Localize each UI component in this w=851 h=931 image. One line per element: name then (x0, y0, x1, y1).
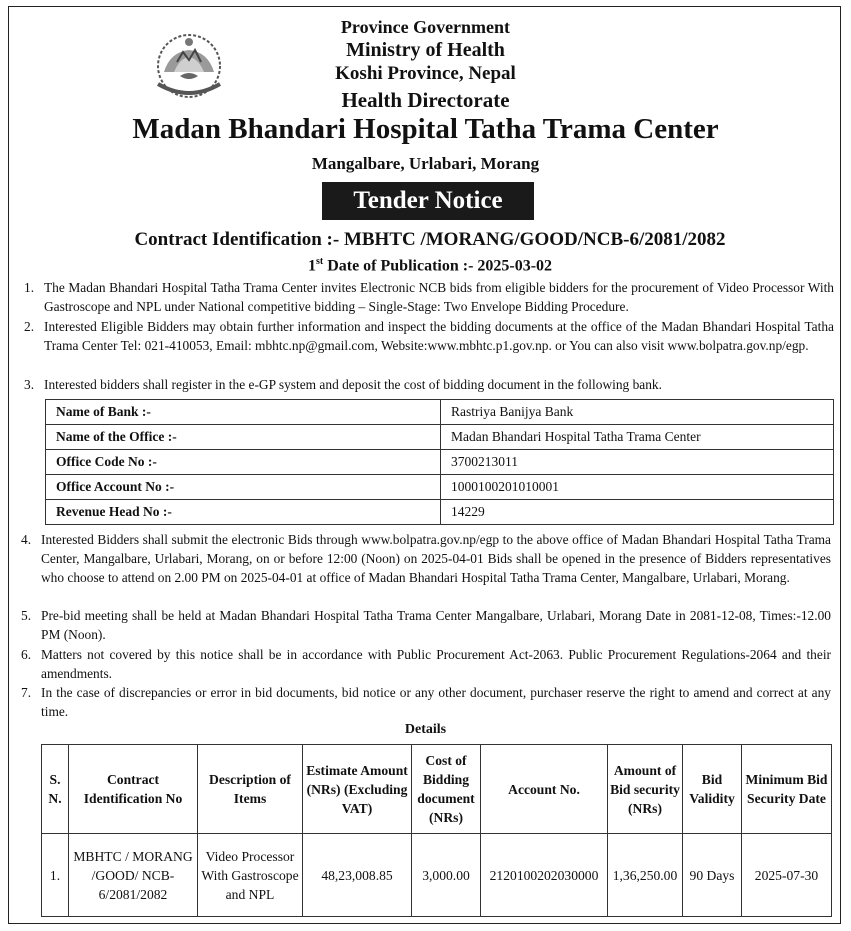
paragraph-text: Interested Eligible Bidders may obtain further information and inspect the bidding documents at the office of the Madan Bhandari Hospital Tatha Trama Center Tel: 021-410053, Email: mbhtc.np@gmail.com, Website:www.mbhtc.p1.gov.np. or You can also visit www.bolpatra.gov.np/egp. (44, 319, 834, 354)
paragraph-text: Interested bidders shall register in the e-GP system and deposit the cost of bidding document in the following bank. (44, 377, 662, 392)
bank-label: Name of the Office :- (46, 425, 441, 450)
cell-bid-validity: 90 Days (683, 834, 742, 917)
header-bid-validity: Bid Validity (683, 745, 742, 834)
table-row (46, 425, 834, 450)
paragraph-3 (24, 375, 834, 394)
cell-sn: 1. (42, 834, 69, 917)
paragraph-text: The Madan Bhandari Hospital Tatha Trama Center invites Electronic NCB bids from eligible bidders for the procurement of Video Processor With Gastroscope and NPL under National competitive bidding – Single-Stage: Two Envelope Bidding Procedure. (44, 280, 834, 315)
header-description: Description of Items (198, 745, 303, 834)
table-row (46, 500, 834, 525)
table-row (46, 450, 834, 475)
cell-estimate-amount: 48,23,008.85 (303, 834, 412, 917)
bank-value: 14229 (441, 500, 834, 525)
pub-sup: st (315, 256, 324, 267)
header-security-date: Minimum Bid Security Date (742, 745, 832, 834)
header-directorate: Health Directorate (341, 88, 510, 112)
bank-value: 3700213011 (441, 450, 834, 475)
bank-value: 1000100201010001 (441, 475, 834, 500)
header-sn: S. N. (42, 745, 69, 834)
table-header-row (42, 745, 832, 834)
paragraph-5 (21, 606, 831, 644)
bank-label: Office Code No :- (46, 450, 441, 475)
hospital-name: Madan Bhandari Hospital Tatha Trama Center (132, 113, 719, 145)
header-bid-security: Amount of Bid security (NRs) (608, 745, 683, 834)
cell-account-no: 2120100202030000 (481, 834, 608, 917)
details-table (41, 744, 832, 917)
header-contract-id: Contract Identification No (69, 745, 198, 834)
pub-prefix: 1 (307, 257, 316, 275)
paragraph-6 (21, 645, 831, 683)
paragraph-7 (21, 683, 831, 721)
paragraph-number: 1. (24, 280, 35, 295)
header-estimate-amount: Estimate Amount (NRs) (Excluding VAT) (303, 745, 412, 834)
header-province: Koshi Province, Nepal (335, 63, 516, 84)
tender-notice-title: Tender Notice (322, 182, 534, 220)
bank-label: Office Account No :- (46, 475, 441, 500)
paragraph-4 (21, 530, 831, 588)
table-row (46, 400, 834, 425)
cell-security-date: 2025-07-30 (742, 834, 832, 917)
header-ministry: Ministry of Health (346, 39, 505, 61)
paragraph-2 (24, 317, 834, 355)
paragraph-1 (24, 278, 834, 316)
details-title: Details (404, 722, 447, 737)
bank-label: Revenue Head No :- (46, 500, 441, 525)
contract-identification: Contract Identification :- MBHTC /MORANG/GOOD/NCB-6/2081/2082 (134, 229, 726, 250)
bank-value: Madan Bhandari Hospital Tatha Trama Center (441, 425, 834, 450)
paragraph-number: 2. (24, 319, 35, 334)
bank-value: Rastriya Banijya Bank (441, 400, 834, 425)
header-account-no: Account No. (481, 745, 608, 834)
cell-bidding-cost: 3,000.00 (412, 834, 481, 917)
header-bidding-cost: Cost of Bidding document (NRs) (412, 745, 481, 834)
paragraph-number: 3. (24, 377, 35, 392)
hospital-address: Mangalbare, Urlabari, Morang (311, 154, 540, 173)
publication-date (0, 256, 851, 275)
pub-rest: Date of Publication :- 2025-03-02 (323, 257, 553, 275)
paragraph-number: 6. (21, 647, 32, 662)
paragraph-text: In the case of discrepancies or error in bid documents, bid notice or any other document, purchaser reserve the right to amend and correct at any time. (41, 685, 831, 720)
paragraph-number: 4. (21, 532, 32, 547)
table-row (42, 834, 832, 917)
paragraph-number: 5. (21, 608, 32, 623)
cell-description: Video Processor With Gastroscope and NPL (198, 834, 303, 917)
cell-bid-security: 1,36,250.00 (608, 834, 683, 917)
paragraph-number: 7. (21, 685, 32, 700)
cell-contract-id: MBHTC / MORANG /GOOD/ NCB-6/2081/2082 (69, 834, 198, 917)
paragraph-text: Interested Bidders shall submit the electronic Bids through www.bolpatra.gov.np/egp to the above office of Madan Bhandari Hospital Tatha Trama Center, Mangalbare, Urlabari, Morang, on or before 12:00 (Noon) on 2025-04-01 Bids shall be opened in the presence of Bidders representatives who choose to attend on 2.00 PM on 2025-04-01 at office of Madan Bhandari Hospital Tatha Trama Center, Mangalbare, Urlabari, Morang. (41, 532, 831, 586)
table-row (46, 475, 834, 500)
bank-label: Name of Bank :- (46, 400, 441, 425)
paragraph-text: Matters not covered by this notice shall be in accordance with Public Procurement Act-2063. Public Procurement Regulations-2064 and their amendments. (41, 647, 831, 682)
bank-details-table (45, 399, 834, 525)
header-province-government: Province Government (340, 17, 511, 37)
paragraph-text: Pre-bid meeting shall be held at Madan Bhandari Hospital Tatha Trama Center Mangalbare, Urlabari, Morang Date in 2081-12-08, Times:-12.00 PM (Noon). (41, 608, 831, 643)
